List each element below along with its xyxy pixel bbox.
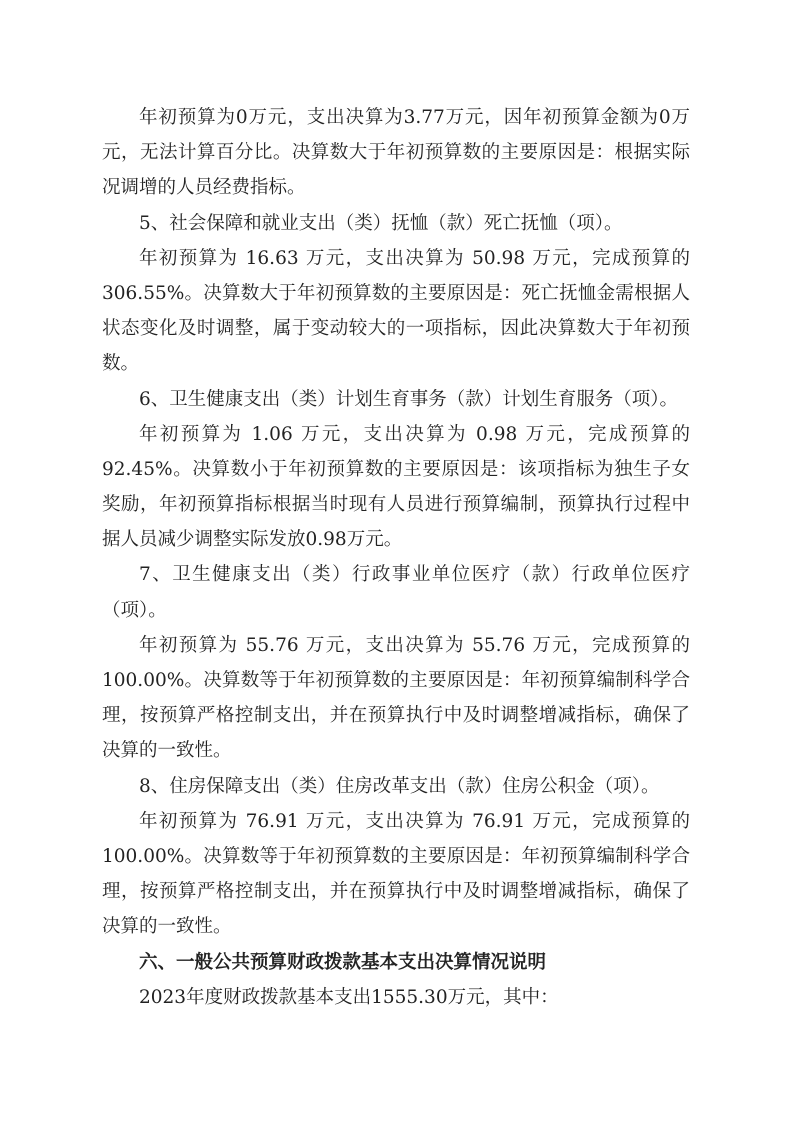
text-line: 据人员减少调整实际发放0.98万元。 bbox=[102, 529, 403, 551]
text-line: 306.55%。决算数大于年初预算数的主要原因是：死亡抚恤金需根据人 bbox=[102, 282, 690, 304]
text-line: 5、社会保障和就业支出（类）抚恤（款）死亡抚恤（项）。 bbox=[139, 212, 623, 234]
text-line: 元，无法计算百分比。决算数大于年初预算数的主要原因是：根据实际 bbox=[102, 142, 690, 164]
text-line: 7、卫生健康支出（类）行政事业单位医疗（款）行政单位医疗 bbox=[139, 564, 690, 586]
text-line: 决算的一致性。 bbox=[102, 740, 232, 762]
body-paragraph bbox=[102, 100, 690, 206]
text-line: 奖励，年初预算指标根据当时现有人员进行预算编制，预算执行过程中 bbox=[102, 494, 690, 516]
text-line: 年初预算为0万元，支出决算为3.77万元，因年初预算金额为0万 bbox=[139, 107, 690, 128]
text-line: 6、卫生健康支出（类）计划生育事务（款）计划生育服务（项）。 bbox=[139, 388, 679, 410]
item-heading bbox=[102, 382, 690, 417]
text-line: 理，按预算严格控制支出，并在预算执行中及时调整增减指标，确保了 bbox=[102, 881, 690, 903]
item-heading bbox=[102, 206, 690, 241]
item-heading bbox=[102, 557, 690, 627]
text-line: （项）。 bbox=[102, 599, 167, 621]
text-line: 100.00%。决算数等于年初预算数的主要原因是：年初预算编制科学合 bbox=[102, 845, 690, 867]
text-line: 年初预算为 1.06 万元，支出决算为 0.98 万元，完成预算的 bbox=[139, 423, 690, 445]
text-line: 六、一般公共预算财政拨款基本支出决算情况说明 bbox=[139, 951, 547, 973]
text-line: 8、住房保障支出（类）住房改革支出（款）住房公积金（项）。 bbox=[139, 775, 660, 797]
text-line: 况调增的人员经费指标。 bbox=[102, 177, 306, 199]
item-heading bbox=[102, 769, 690, 804]
body-paragraph bbox=[102, 980, 690, 1015]
text-line: 状态变化及时调整，属于变动较大的一项指标，因此决算数大于年初预 bbox=[102, 318, 690, 340]
text-line: 年初预算为 16.63 万元，支出决算为 50.98 万元，完成预算的 bbox=[139, 247, 690, 269]
body-paragraph bbox=[102, 417, 690, 558]
section-heading bbox=[102, 945, 690, 980]
text-line: 2023年度财政拨款基本支出1555.30万元，其中： bbox=[139, 986, 559, 1008]
text-line: 年初预算为 76.91 万元，支出决算为 76.91 万元，完成预算的 bbox=[139, 810, 690, 832]
text-line: 数。 bbox=[102, 353, 140, 375]
body-paragraph bbox=[102, 804, 690, 945]
text-line: 100.00%。决算数等于年初预算数的主要原因是：年初预算编制科学合 bbox=[102, 670, 690, 691]
body-paragraph bbox=[102, 241, 690, 382]
text-line: 决算的一致性。 bbox=[102, 916, 232, 938]
text-line: 92.45%。决算数小于年初预算数的主要原因是：该项指标为独生子女 bbox=[102, 458, 690, 480]
document-page bbox=[102, 100, 690, 1015]
text-line: 理，按预算严格控制支出，并在预算执行中及时调整增减指标，确保了 bbox=[102, 705, 690, 727]
text-line: 年初预算为 55.76 万元，支出决算为 55.76 万元，完成预算的 bbox=[139, 634, 690, 656]
body-paragraph bbox=[102, 628, 690, 769]
